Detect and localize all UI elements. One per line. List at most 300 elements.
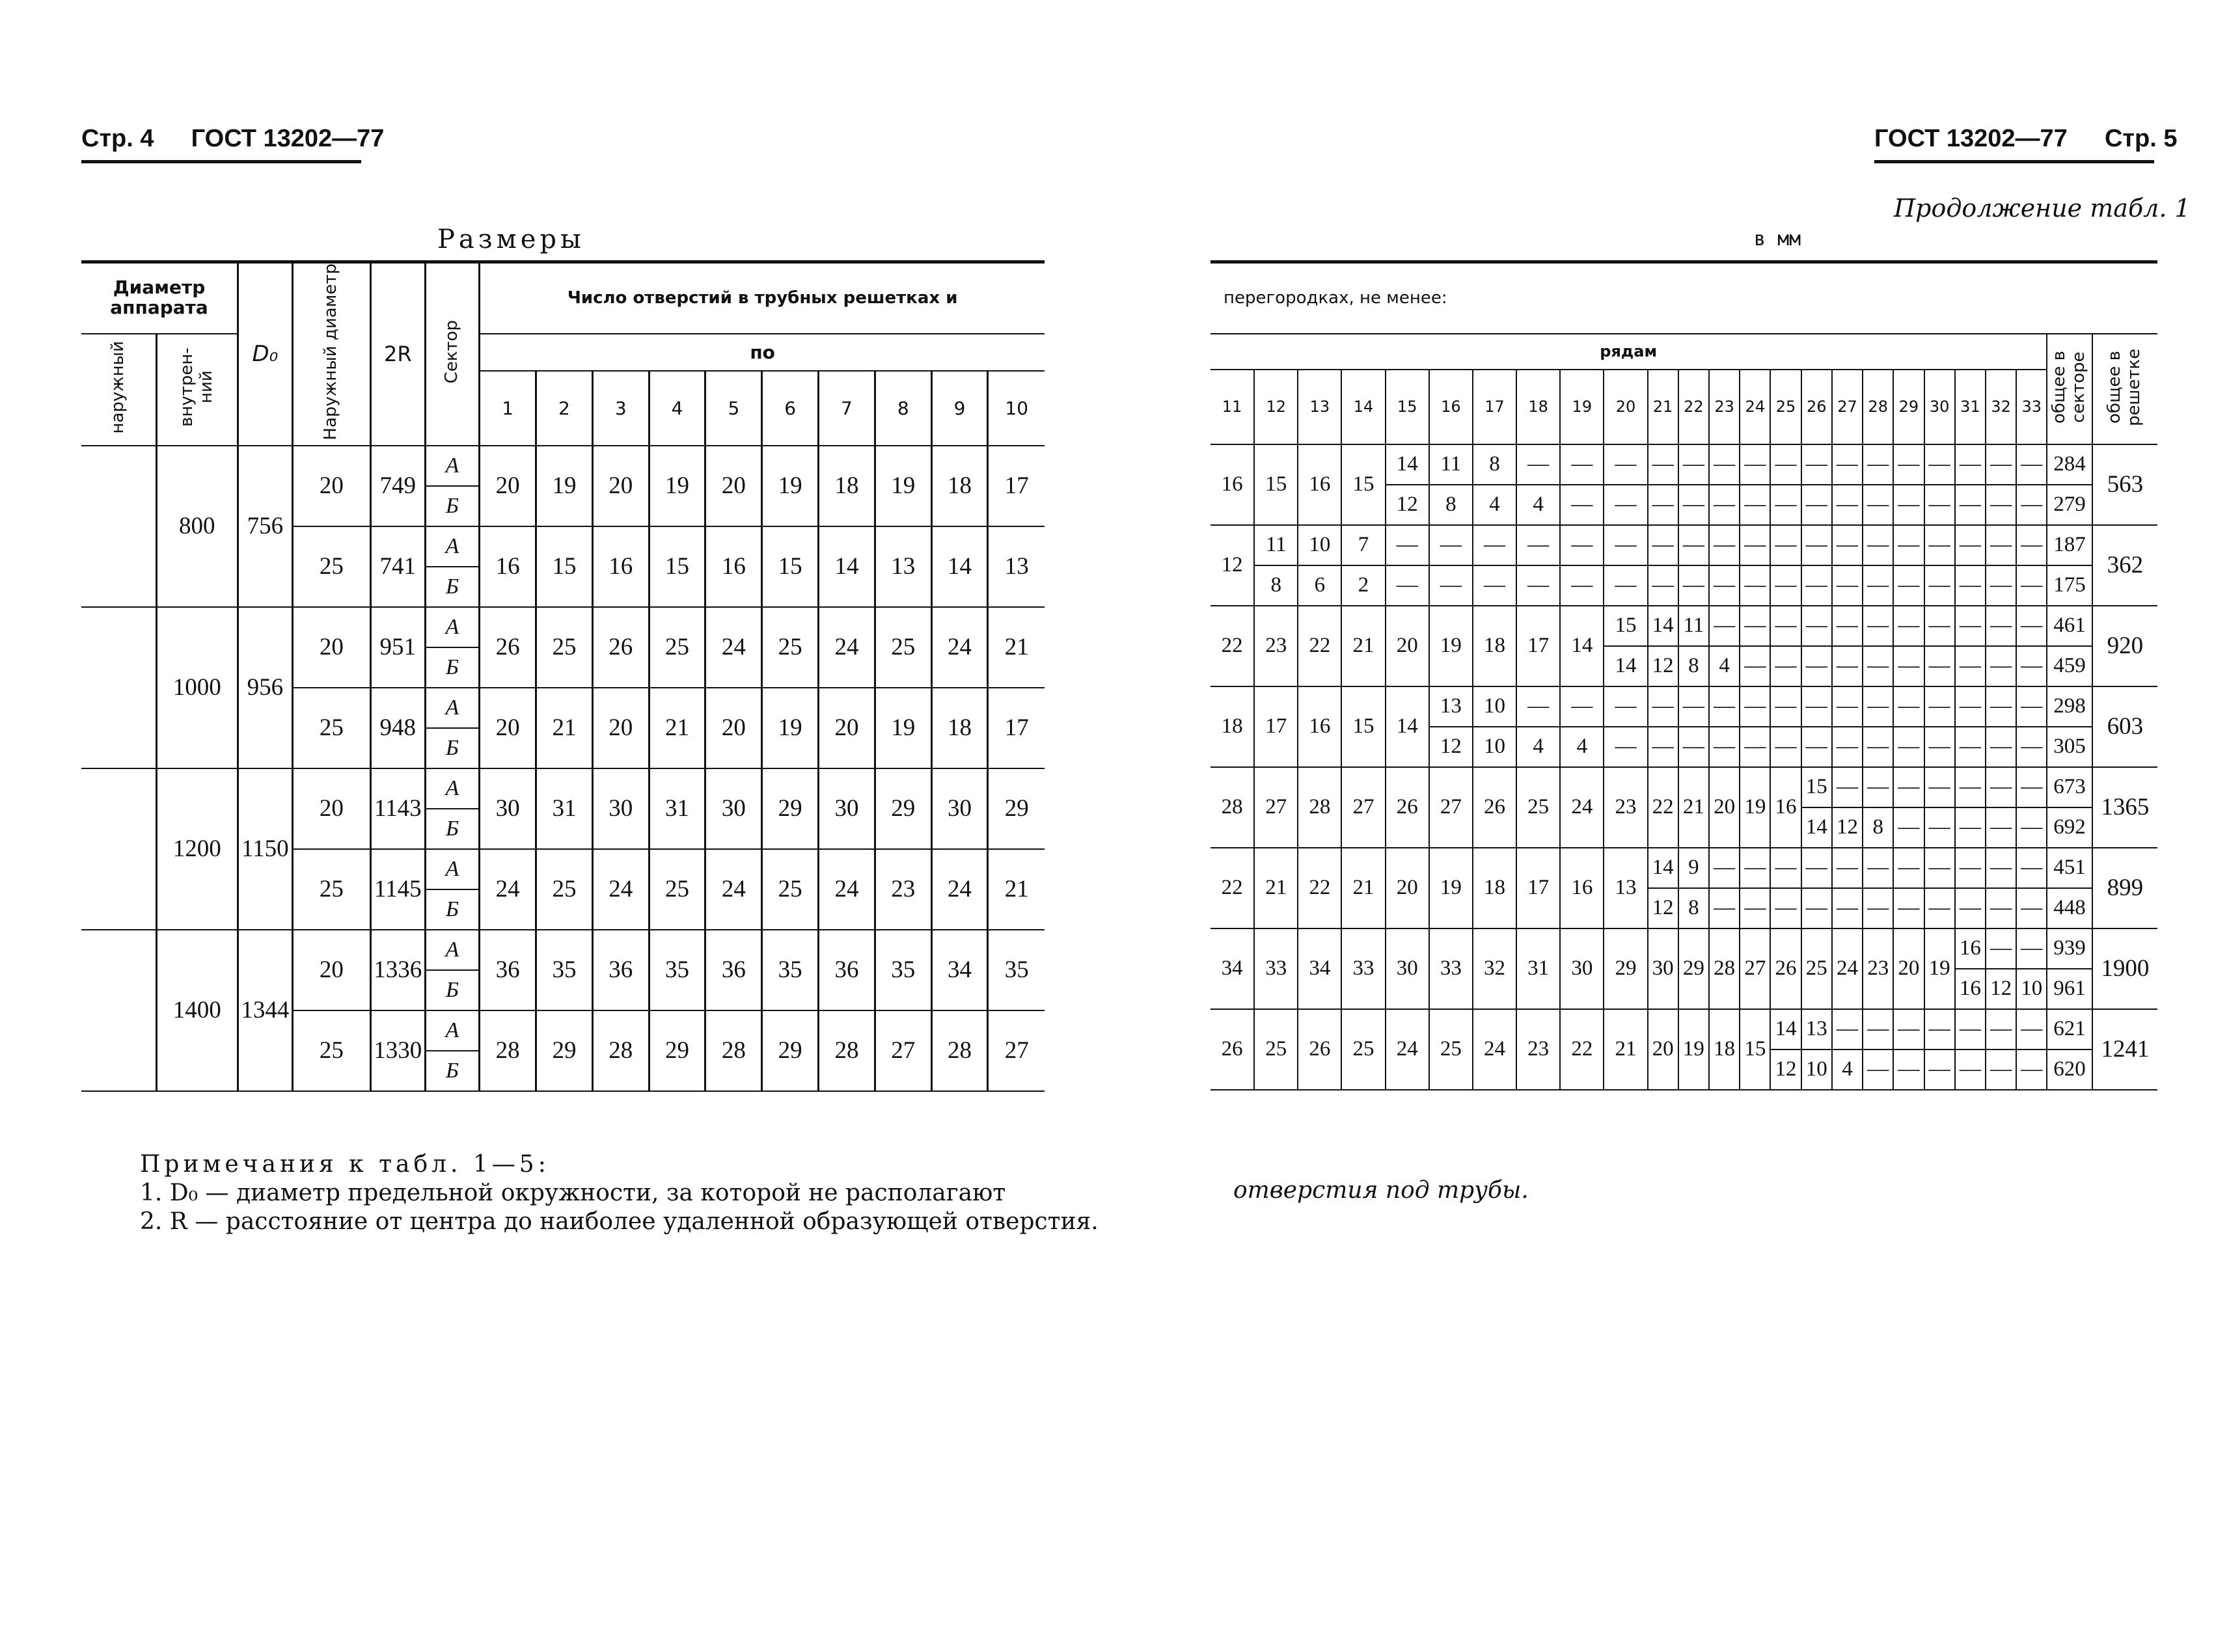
row-value-cell: — <box>1801 525 1832 565</box>
total-sector-cell: 621 <box>2047 1009 2092 1049</box>
row-value-cell: 14 <box>1386 686 1429 767</box>
row-value-cell: 17 <box>1516 606 1560 686</box>
row-value-cell: — <box>1893 1009 1924 1049</box>
row-value-cell: 19 <box>649 446 705 526</box>
total-sector-cell: 451 <box>2047 848 2092 888</box>
row-value-cell: 11 <box>1254 525 1298 565</box>
row-value-cell: — <box>1801 606 1832 646</box>
row-value-cell: 24 <box>819 849 875 930</box>
row-value-cell: 22 <box>1560 1009 1604 1090</box>
row-value-cell: 15 <box>1604 606 1647 646</box>
row-value-cell: 21 <box>1604 1009 1647 1090</box>
row-value-cell: 20 <box>705 446 762 526</box>
table-row <box>1210 606 2157 646</box>
row-value-cell: — <box>1863 1009 1893 1049</box>
row-value-cell: 25 <box>762 849 819 930</box>
left-caption: Размеры <box>437 224 585 254</box>
row-value-cell: 14 <box>1386 444 1429 485</box>
row-value-cell: 26 <box>1298 1009 1341 1090</box>
row-value-cell: 14 <box>1648 606 1678 646</box>
row-value-cell: — <box>1678 727 1709 767</box>
total-sector-cell: 620 <box>2047 1049 2092 1090</box>
row-value-cell: 18 <box>931 688 988 768</box>
row-value-cell: — <box>1832 525 1863 565</box>
row-value-cell: 20 <box>1386 848 1429 928</box>
row-value-cell: 21 <box>988 607 1045 688</box>
row-value-cell: 35 <box>875 930 931 1010</box>
row-value-cell: 4 <box>1560 727 1604 767</box>
row-value-cell: 24 <box>1386 1009 1429 1090</box>
row-value-cell: 33 <box>1341 928 1385 1009</box>
row-value-cell: — <box>1516 444 1560 485</box>
row-value-cell: 10 <box>1473 686 1516 727</box>
total-sector-label: общее в секторе <box>2049 350 2089 424</box>
row-value-cell: 10 <box>2016 969 2047 1009</box>
row-value-cell: — <box>1863 888 1893 928</box>
left-table <box>81 260 1045 1092</box>
row-number-header: 21 <box>1648 370 1678 444</box>
row-value-cell: — <box>1678 485 1709 525</box>
table-row <box>1210 848 2157 888</box>
row-value-cell: — <box>1386 565 1429 606</box>
row-value-cell: 19 <box>536 446 593 526</box>
row-value-cell: 14 <box>931 526 988 607</box>
row-value-cell: — <box>1709 606 1740 646</box>
row-value-cell: — <box>2016 525 2047 565</box>
row-value-cell: — <box>1740 727 1770 767</box>
row-value-cell: — <box>1604 525 1647 565</box>
row-number-header: 33 <box>2016 370 2047 444</box>
row-value-cell: 17 <box>988 688 1045 768</box>
row-value-cell: — <box>1924 1049 1955 1090</box>
row-value-cell: — <box>1863 686 1893 727</box>
row-value-cell: — <box>1832 606 1863 646</box>
row-value-cell: 25 <box>1516 767 1560 848</box>
row-value-cell: — <box>1740 888 1770 928</box>
row-value-cell: 19 <box>875 446 931 526</box>
two-r-cell: 951 <box>370 607 425 688</box>
row-value-cell: — <box>1648 565 1678 606</box>
row-value-cell: — <box>1955 565 1986 606</box>
row-value-cell: 4 <box>1516 485 1560 525</box>
holes-count-left-header: Число отверстий в трубных решетках и <box>480 262 1045 334</box>
row-value-cell: — <box>1863 485 1893 525</box>
row-value-cell: 22 <box>1210 606 1254 686</box>
row-value-cell: — <box>2016 1049 2047 1090</box>
row-value-cell: 10 <box>1298 525 1341 565</box>
row-value-cell: — <box>1955 848 1986 888</box>
row-value-cell: 36 <box>592 930 649 1010</box>
total-sector-cell: 298 <box>2047 686 2092 727</box>
sector-cell: Б <box>425 728 480 768</box>
sector-cell: Б <box>425 970 480 1010</box>
row-number-header: 11 <box>1210 370 1254 444</box>
row-value-cell: 23 <box>1254 606 1298 686</box>
row-value-cell: 20 <box>1386 606 1429 686</box>
row-value-cell: 20 <box>480 688 536 768</box>
row-value-cell: — <box>2016 888 2047 928</box>
row-value-cell: 13 <box>1801 1009 1832 1049</box>
row-value-cell: — <box>1986 767 2016 807</box>
row-value-cell: 20 <box>819 688 875 768</box>
row-value-cell: 30 <box>819 768 875 849</box>
table-row <box>1210 767 2157 807</box>
row-value-cell: 24 <box>1832 928 1863 1009</box>
total-sector-header <box>2047 334 2092 444</box>
row-value-cell: 20 <box>592 688 649 768</box>
row-value-cell: — <box>1924 686 1955 727</box>
row-value-cell: 12 <box>1832 807 1863 848</box>
row-value-cell: — <box>1832 485 1863 525</box>
row-value-cell: — <box>1604 485 1647 525</box>
row-value-cell: — <box>1832 444 1863 485</box>
row-value-cell: — <box>1924 807 1955 848</box>
row-value-cell: 28 <box>705 1010 762 1091</box>
row-number-header: 9 <box>931 371 988 446</box>
row-value-cell: 16 <box>1298 444 1341 525</box>
row-value-cell: 23 <box>1604 767 1647 848</box>
row-number-header: 13 <box>1298 370 1341 444</box>
row-value-cell: 28 <box>1210 767 1254 848</box>
row-value-cell: — <box>1924 848 1955 888</box>
inner-diameter-cell: 1400 <box>156 930 238 1091</box>
row-value-cell: — <box>1986 888 2016 928</box>
total-grid-cell: 563 <box>2092 444 2157 525</box>
sector-cell: А <box>425 1010 480 1051</box>
row-value-cell: 15 <box>1801 767 1832 807</box>
notes-title: Примечания к табл. 1—5: <box>140 1151 550 1178</box>
row-value-cell: — <box>2016 767 2047 807</box>
row-number-header: 20 <box>1604 370 1647 444</box>
row-number-header: 4 <box>649 371 705 446</box>
left-header-rule <box>81 160 361 163</box>
row-value-cell: — <box>1770 485 1801 525</box>
row-value-cell: 24 <box>1560 767 1604 848</box>
row-value-cell: 19 <box>1740 767 1770 848</box>
row-value-cell: — <box>1740 485 1770 525</box>
row-value-cell: 29 <box>762 1010 819 1091</box>
row-number-header: 27 <box>1832 370 1863 444</box>
row-value-cell: 21 <box>1341 848 1385 928</box>
row-value-cell: 20 <box>592 446 649 526</box>
row-number-header: 19 <box>1560 370 1604 444</box>
total-sector-cell: 175 <box>2047 565 2092 606</box>
row-value-cell: 25 <box>536 849 593 930</box>
row-value-cell: 25 <box>1254 1009 1298 1090</box>
tube-outer-diameter-cell: 20 <box>292 446 370 526</box>
two-r-cell: 1330 <box>370 1010 425 1091</box>
tube-outer-diameter-cell: 25 <box>292 688 370 768</box>
inner-header <box>156 334 238 446</box>
row-value-cell: 4 <box>1832 1049 1863 1090</box>
row-value-cell: 27 <box>1740 928 1770 1009</box>
row-value-cell: 22 <box>1648 767 1678 848</box>
row-value-cell: — <box>1740 646 1770 686</box>
total-sector-cell: 461 <box>2047 606 2092 646</box>
row-value-cell: — <box>2016 565 2047 606</box>
row-number-header: 12 <box>1254 370 1298 444</box>
row-value-cell: — <box>1863 565 1893 606</box>
note-1: 1. D₀ — диаметр предельной окружности, за которой не располагают <box>140 1180 1006 1206</box>
row-value-cell: 34 <box>1298 928 1341 1009</box>
row-value-cell: — <box>1709 686 1740 727</box>
two-r-cell: 1143 <box>370 768 425 849</box>
row-value-cell: 36 <box>819 930 875 1010</box>
notes-continuation: отверстия под трубы. <box>1233 1177 1529 1204</box>
row-number-header: 17 <box>1473 370 1516 444</box>
d0-cell: 756 <box>238 446 293 607</box>
row-value-cell: 11 <box>1429 444 1473 485</box>
outer-diameter-cell <box>81 930 156 1091</box>
tube-outer-diameter-cell: 20 <box>292 768 370 849</box>
row-value-cell: — <box>1863 525 1893 565</box>
row-value-cell: 15 <box>1254 444 1298 525</box>
row-value-cell: — <box>1678 525 1709 565</box>
row-value-cell: — <box>1832 686 1863 727</box>
row-value-cell: — <box>1863 606 1893 646</box>
row-value-cell: — <box>1709 727 1740 767</box>
sector-cell: Б <box>425 1051 480 1091</box>
right-page-header <box>1874 125 2177 153</box>
row-value-cell: — <box>1986 727 2016 767</box>
row-value-cell: 2 <box>1341 565 1385 606</box>
row-value-cell: 33 <box>1254 928 1298 1009</box>
two-r-cell: 749 <box>370 446 425 526</box>
row-value-cell: 29 <box>875 768 931 849</box>
note-2: 2. R — расстояние от центра до наиболее удаленной образующей отверстия. <box>140 1208 1099 1235</box>
row-value-cell: 8 <box>1254 565 1298 606</box>
row-value-cell: — <box>1832 646 1863 686</box>
rows-header: рядам <box>1210 334 2047 370</box>
total-grid-header <box>2092 334 2157 444</box>
row-value-cell: — <box>1709 525 1740 565</box>
row-value-cell: — <box>1678 444 1709 485</box>
row-value-cell: — <box>1801 686 1832 727</box>
row-value-cell: — <box>1924 525 1955 565</box>
row-value-cell: 27 <box>1254 767 1298 848</box>
row-number-header: 22 <box>1678 370 1709 444</box>
outer-header <box>81 334 156 446</box>
row-value-cell: — <box>1986 807 2016 848</box>
row-value-cell: — <box>1473 565 1516 606</box>
row-value-cell: — <box>1770 565 1801 606</box>
row-value-cell: 23 <box>1863 928 1893 1009</box>
row-value-cell: — <box>1801 848 1832 888</box>
row-value-cell: 34 <box>931 930 988 1010</box>
row-value-cell: 28 <box>819 1010 875 1091</box>
row-number-header: 23 <box>1709 370 1740 444</box>
row-value-cell: — <box>1429 525 1473 565</box>
row-number-header: 24 <box>1740 370 1770 444</box>
row-value-cell: — <box>1709 444 1740 485</box>
row-value-cell: — <box>1955 606 1986 646</box>
row-value-cell: — <box>1955 525 1986 565</box>
row-value-cell: 25 <box>536 607 593 688</box>
row-value-cell: 25 <box>1341 1009 1385 1090</box>
row-value-cell: 8 <box>1473 444 1516 485</box>
row-value-cell: 9 <box>1678 848 1709 888</box>
row-value-cell: — <box>1955 727 1986 767</box>
row-value-cell: 13 <box>988 526 1045 607</box>
row-value-cell: 24 <box>705 849 762 930</box>
row-value-cell: 25 <box>875 607 931 688</box>
row-value-cell: — <box>1560 565 1604 606</box>
row-value-cell: 30 <box>480 768 536 849</box>
tube-outer-diameter-label: Наружный диаметр <box>321 264 341 440</box>
row-value-cell: 17 <box>1254 686 1298 767</box>
total-sector-cell: 279 <box>2047 485 2092 525</box>
inner-diameter-cell: 1000 <box>156 607 238 768</box>
row-value-cell: 22 <box>1298 606 1341 686</box>
row-value-cell: — <box>1832 565 1863 606</box>
row-value-cell: — <box>1986 485 2016 525</box>
sector-header <box>425 262 480 446</box>
row-number-header: 6 <box>762 371 819 446</box>
row-value-cell: 30 <box>592 768 649 849</box>
row-value-cell: — <box>1986 686 2016 727</box>
row-value-cell: — <box>1986 606 2016 646</box>
table-row <box>81 768 1045 809</box>
total-sector-cell: 961 <box>2047 969 2092 1009</box>
row-value-cell: — <box>1709 888 1740 928</box>
d0-cell: 1344 <box>238 930 293 1091</box>
row-value-cell: 22 <box>1298 848 1341 928</box>
row-value-cell: — <box>1770 646 1801 686</box>
row-value-cell: 11 <box>1678 606 1709 646</box>
row-value-cell: 20 <box>1893 928 1924 1009</box>
row-value-cell: 23 <box>875 849 931 930</box>
row-value-cell: — <box>1863 646 1893 686</box>
row-value-cell: — <box>2016 727 2047 767</box>
row-value-cell: 27 <box>1341 767 1385 848</box>
row-value-cell: 10 <box>1801 1049 1832 1090</box>
row-value-cell: 21 <box>1341 606 1385 686</box>
table-row <box>1210 1009 2157 1049</box>
row-value-cell: 14 <box>1604 646 1647 686</box>
row-value-cell: 29 <box>988 768 1045 849</box>
right-table <box>1210 260 2157 1090</box>
row-value-cell: — <box>1986 1009 2016 1049</box>
left-page-number: Стр. 4 <box>81 125 154 152</box>
right-table-body <box>1210 444 2157 1090</box>
row-value-cell: 4 <box>1709 646 1740 686</box>
tube-outer-diameter-cell: 20 <box>292 930 370 1010</box>
sector-cell: А <box>425 688 480 728</box>
total-grid-cell: 603 <box>2092 686 2157 767</box>
row-value-cell: — <box>1955 485 1986 525</box>
row-value-cell: — <box>1893 444 1924 485</box>
row-value-cell: 30 <box>1648 928 1678 1009</box>
row-value-cell: — <box>1893 646 1924 686</box>
sector-label: Сектор <box>441 320 461 384</box>
row-value-cell: 24 <box>931 849 988 930</box>
right-standard-code: ГОСТ 13202—77 <box>1874 125 2068 152</box>
row-value-cell: — <box>1955 646 1986 686</box>
row-value-cell: — <box>2016 807 2047 848</box>
sector-cell: А <box>425 930 480 970</box>
row-value-cell: 20 <box>480 446 536 526</box>
left-standard-code: ГОСТ 13202—77 <box>191 125 385 152</box>
row-value-cell: — <box>1560 444 1604 485</box>
row-value-cell: 26 <box>1210 1009 1254 1090</box>
row-value-cell: — <box>1770 888 1801 928</box>
tube-outer-diameter-cell: 25 <box>292 1010 370 1091</box>
row-value-cell: — <box>1986 565 2016 606</box>
row-value-cell: 25 <box>649 849 705 930</box>
row-value-cell: 12 <box>1386 485 1429 525</box>
table-row <box>1210 444 2157 485</box>
table-row <box>81 607 1045 647</box>
row-value-cell: 14 <box>1770 1009 1801 1049</box>
row-value-cell: — <box>1924 1009 1955 1049</box>
row-value-cell: 29 <box>1678 928 1709 1009</box>
row-number-header: 3 <box>592 371 649 446</box>
row-number-header: 25 <box>1770 370 1801 444</box>
row-value-cell: 12 <box>1986 969 2016 1009</box>
row-value-cell: — <box>2016 848 2047 888</box>
row-number-header: 30 <box>1924 370 1955 444</box>
row-value-cell: — <box>1709 565 1740 606</box>
row-value-cell: 16 <box>1770 767 1801 848</box>
right-row-number-header-row <box>1210 370 2157 444</box>
sector-cell: Б <box>425 567 480 607</box>
d0-cell: 956 <box>238 607 293 768</box>
row-value-cell: 26 <box>1473 767 1516 848</box>
row-value-cell: 25 <box>649 607 705 688</box>
row-value-cell: — <box>1648 525 1678 565</box>
row-value-cell: 16 <box>1560 848 1604 928</box>
row-value-cell: 29 <box>536 1010 593 1091</box>
two-r-cell: 948 <box>370 688 425 768</box>
row-value-cell: — <box>1832 848 1863 888</box>
two-r-cell: 1145 <box>370 849 425 930</box>
row-value-cell: — <box>1924 565 1955 606</box>
row-value-cell: — <box>1924 767 1955 807</box>
row-value-cell: — <box>1801 444 1832 485</box>
row-value-cell: 26 <box>1770 928 1801 1009</box>
row-value-cell: — <box>1986 646 2016 686</box>
row-value-cell: 16 <box>705 526 762 607</box>
row-value-cell: 34 <box>1210 928 1254 1009</box>
total-grid-cell: 362 <box>2092 525 2157 606</box>
row-value-cell: — <box>1740 848 1770 888</box>
sector-cell: Б <box>425 486 480 526</box>
row-value-cell: 13 <box>1429 686 1473 727</box>
row-value-cell: 36 <box>705 930 762 1010</box>
row-value-cell: 29 <box>762 768 819 849</box>
row-value-cell: — <box>1740 606 1770 646</box>
row-value-cell: 19 <box>762 446 819 526</box>
apparatus-diameter-header: Диаметр аппарата <box>81 262 238 334</box>
row-value-cell: — <box>1473 525 1516 565</box>
row-value-cell: — <box>1832 767 1863 807</box>
sector-cell: А <box>425 607 480 647</box>
row-value-cell: — <box>1893 767 1924 807</box>
row-value-cell: — <box>1863 1049 1893 1090</box>
row-value-cell: — <box>1986 928 2016 969</box>
total-grid-cell: 899 <box>2092 848 2157 928</box>
tube-outer-diameter-cell: 25 <box>292 849 370 930</box>
row-value-cell: 16 <box>1955 969 1986 1009</box>
row-value-cell: 19 <box>762 688 819 768</box>
row-value-cell: — <box>1863 727 1893 767</box>
row-value-cell: — <box>1648 485 1678 525</box>
row-value-cell: 31 <box>649 768 705 849</box>
row-value-cell: 18 <box>1473 848 1516 928</box>
row-value-cell: — <box>1604 727 1647 767</box>
table-row <box>1210 525 2157 565</box>
row-value-cell: 7 <box>1341 525 1385 565</box>
